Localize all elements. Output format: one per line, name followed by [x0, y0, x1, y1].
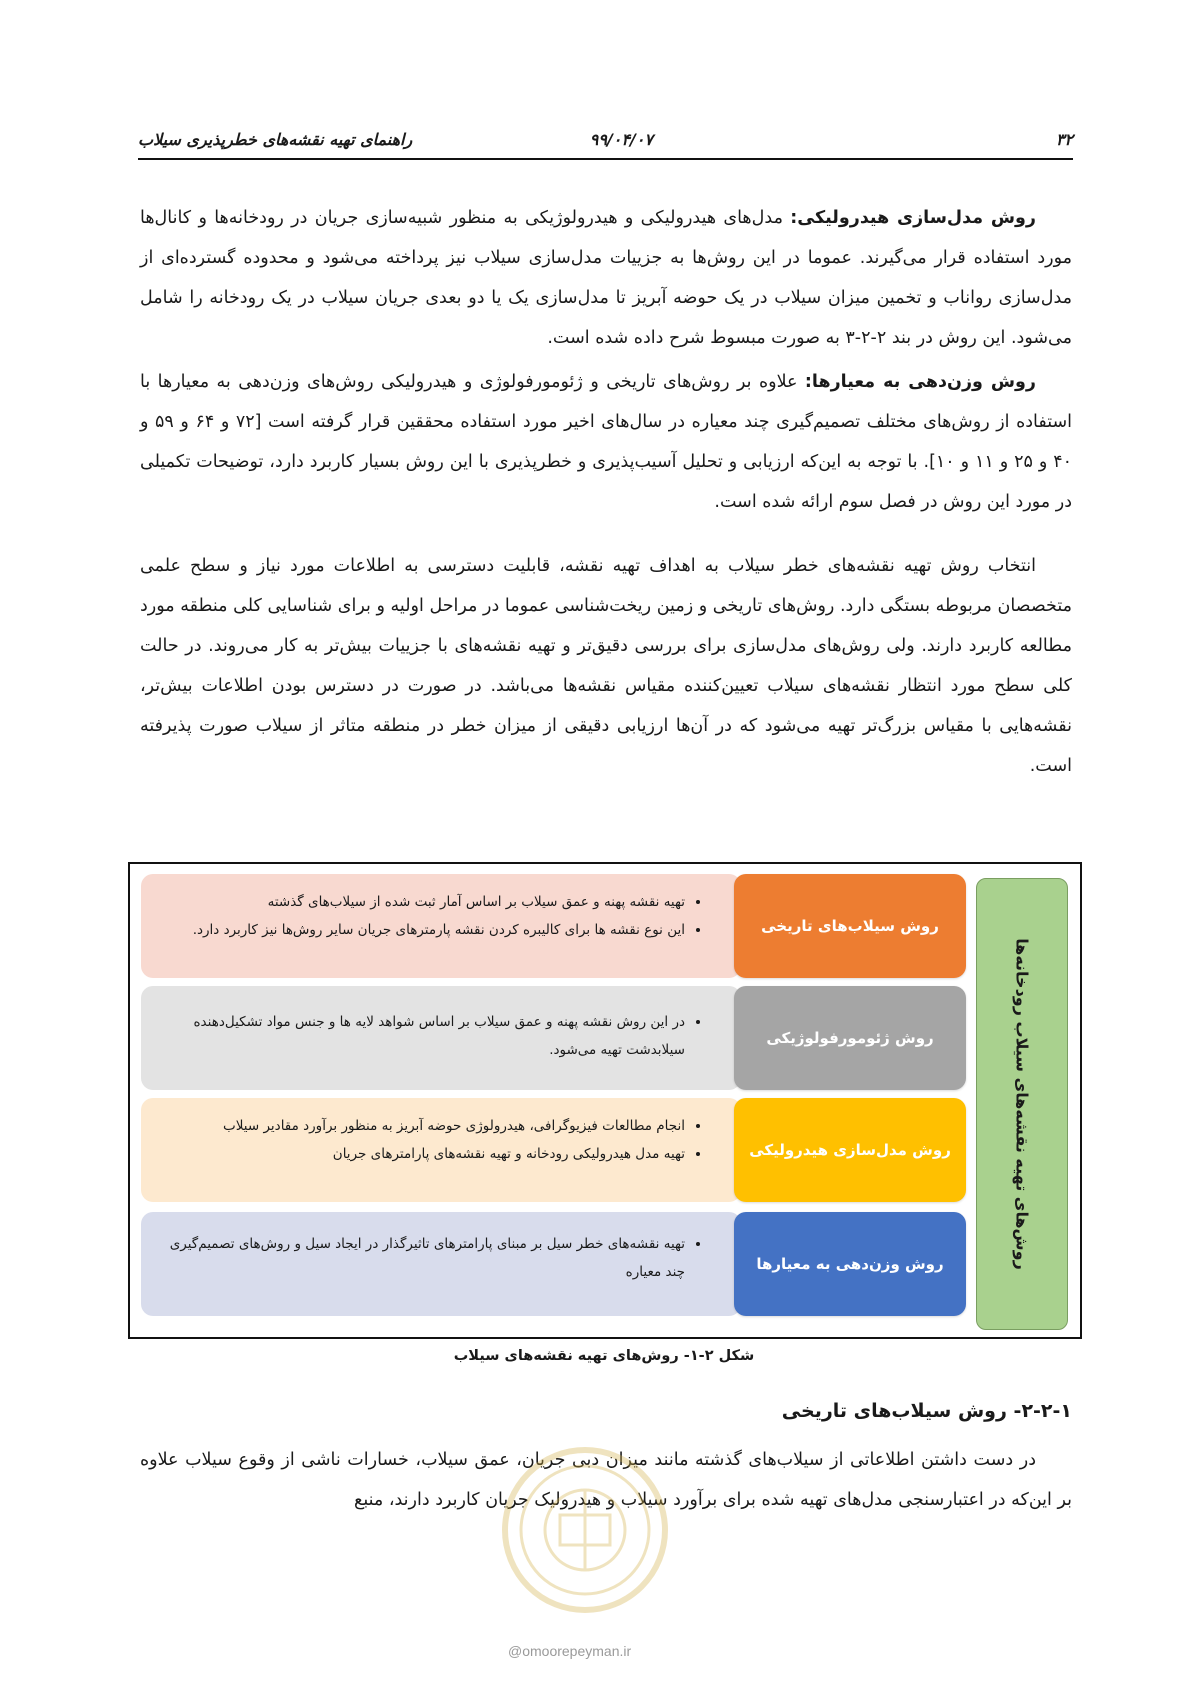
paragraph-weighting-criteria — [140, 362, 1072, 522]
method-label: روش سیلاب‌های تاریخی — [734, 874, 966, 978]
figure-caption: شکل ۲-۱- روش‌های تهیه نقشه‌های سیلاب — [453, 1348, 755, 1364]
list-item: • تهیه مدل هیدرولیکی رودخانه و تهیه نقشه‌های پارامترهای جریان — [155, 1140, 685, 1168]
method-description-box — [141, 986, 741, 1090]
header-title: راهنمای تهیه نقشه‌های خطرپذیری سیلاب — [138, 130, 413, 149]
list-item: • تهیه نقشه پهنه و عمق سیلاب بر اساس آمار ثبت شده از سیلاب‌های گذشته — [155, 888, 685, 916]
paragraph-hydraulic-modeling — [140, 198, 1072, 358]
figure-flood-mapping-methods — [128, 862, 1082, 1339]
list-item: • تهیه نقشه‌های خطر سیل بر مبنای پارامترهای تاثیرگذار در ایجاد سیل و روش‌های تصمیم‌گیری چند معیاره — [155, 1230, 685, 1286]
paragraph-method-selection — [140, 546, 1072, 786]
figure-side-label-box — [976, 878, 1068, 1330]
method-description-box — [141, 1212, 741, 1316]
page-number: ۳۲ — [1055, 130, 1073, 149]
method-row-geomorphology — [146, 986, 966, 1090]
method-label: روش مدل‌سازی هیدرولیکی — [734, 1098, 966, 1202]
list-item: • در این روش نقشه پهنه و عمق سیلاب بر اساس شواهد لایه ها و جنس مواد تشکیل‌دهنده سیلابدشت تهیه می‌شود. — [155, 1008, 685, 1064]
method-label: روش وزن‌دهی به معیارها — [734, 1212, 966, 1316]
page-header — [138, 122, 1073, 162]
section-heading: ۲-۲-۱- روش سیلاب‌های تاریخی — [781, 1400, 1072, 1422]
paragraph-body: علاوه بر روش‌های تاریخی و ژئومورفولوژی و هیدرولیکی روش‌های وزن‌دهی به معیارها با استفاده از روش‌های مختلف تصمیم‌گیری چند معیاره در سال‌های اخیر مورد استفاده محققین قرار گرفته است [۷۲ و ۶۴ و ۵۹ و ۴۰ و ۲۵ و ۱۱ و ۱۰]. با توجه به این‌که ارزیابی و تحلیل آسیب‌پذیری و خطرپذیری با این روش بسیار کاربرد دارد، توضیحات تکمیلی در مورد این روش در فصل سوم ارائه شده است. — [140, 372, 1073, 512]
paragraph-lead: روش وزن‌دهی به معیارها: — [804, 372, 1036, 392]
list-item: • این نوع نقشه ها برای کالیبره کردن نقشه پارمترهای جریان سایر روش‌ها نیز کاربرد دارد. — [155, 916, 685, 944]
method-row-historical — [146, 874, 966, 978]
header-divider — [138, 158, 1073, 160]
watermark-text: @omoorepeyman.ir — [508, 1643, 632, 1659]
paragraph-lead: روش مدل‌سازی هیدرولیکی: — [790, 208, 1037, 228]
method-row-hydraulic-modeling — [146, 1098, 966, 1202]
paragraph-body: در دست داشتن اطلاعاتی از سیلاب‌های گذشته مانند میزان دبی جریان، عمق سیلاب، خسارات ناشی از وقوع سیلاب علاوه بر این‌که در اعتبارسنجی مدل‌های تهیه شده برای برآورد سیلاب و هیدرولیک جریان کاربرد دارند، منبع — [140, 1450, 1072, 1510]
method-description-box — [141, 1098, 741, 1202]
method-label: روش ژئومورفولوژیکی — [734, 986, 966, 1090]
paragraph-body: انتخاب روش تهیه نقشه‌های خطر سیلاب به اهداف تهیه نقشه، قابلیت دسترسی به اطلاعات مورد نیاز و سطح علمی متخصصان مربوطه بستگی دارد. روش‌های تاریخی و زمین ریخت‌شناسی عموما در مراحل اولیه و برای شناسایی کلی منطقه مورد مطالعه کاربرد دارند. ولی روش‌های مدل‌سازی برای بررسی دقیق‌تر و تهیه نقشه‌های با جزییات بیش‌تر به کار می‌روند. در حالت کلی سطح مورد انتظار نقشه‌های سیلاب تعیین‌کننده مقیاس نقشه‌ها می‌باشد. در صورت در دسترس بودن اطلاعات بیش‌تر، نقشه‌هایی با مقیاس بزرگ‌تر تهیه می‌شود که در آن‌ها ارزیابی دقیقی از میزان خطر در منطقه متاثر از سیلاب صورت پذیرفته است. — [140, 556, 1072, 776]
paragraph-body: مدل‌های هیدرولیکی و هیدرولوژیکی به منظور شبیه‌سازی جریان در رودخانه‌ها و کانال‌ها مورد استفاده قرار می‌گیرند. عموما در این روش‌ها به جزییات مدل‌سازی سیلاب نیز پرداخته می‌شود و محدوده گسترده‌ای از مدل‌سازی رواناب و تخمین میزان سیلاب در یک حوضه آبریز تا مدل‌سازی یک یا دو بعدی جریان سیلاب در یک رودخانه را شامل می‌شود. این روش در بند ۲-۲-۳ به صورت مبسوط شرح داده شده است. — [140, 208, 1072, 348]
figure-side-label: روش‌های تهیه نقشه‌های سیلاب رودخانه‌ها — [1012, 938, 1032, 1270]
list-item: • انجام مطالعات فیزیوگرافی، هیدرولوژی حوضه آبریز به منظور برآورد مقادیر سیلاب — [155, 1112, 685, 1140]
header-date: ۹۹/۰۴/۰۷ — [589, 130, 653, 149]
watermark-seal-icon — [500, 1445, 670, 1615]
method-row-weighting — [146, 1212, 966, 1316]
method-description-box — [141, 874, 741, 978]
